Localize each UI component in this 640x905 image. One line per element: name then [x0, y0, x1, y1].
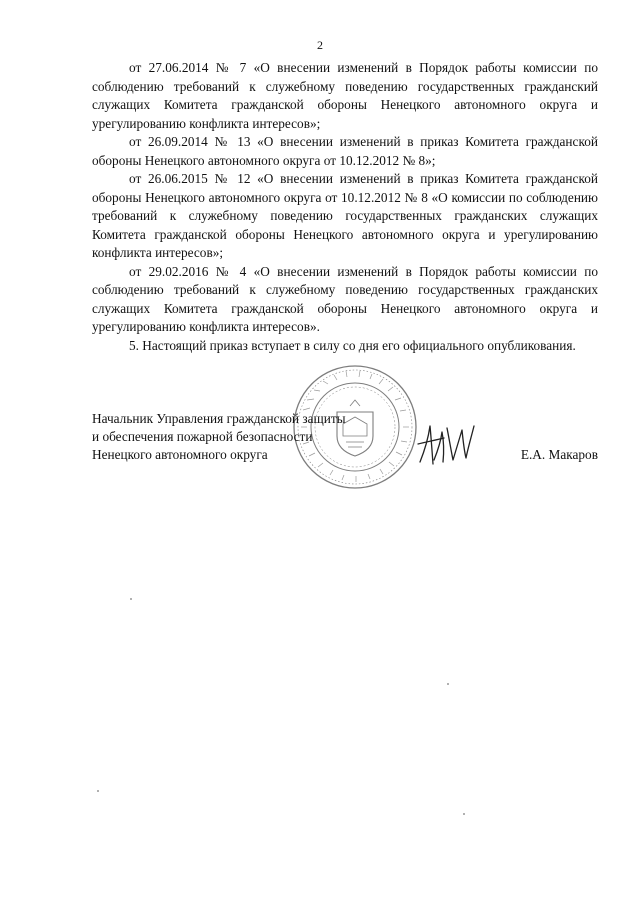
signature-block [92, 410, 598, 470]
scan-speck [130, 598, 132, 600]
document-body [92, 59, 598, 355]
paragraph-order-2014-13: от 26.09.2014 № 13 «О внесении изменений в приказ Комитета гражданской обороны Ненецкого автономного округа от 10.12.2012 № 8»; [92, 134, 598, 168]
handwritten-signature [414, 420, 478, 472]
scan-speck [97, 790, 99, 792]
paragraph-order-2014-07: от 27.06.2014 № 7 «О внесении изменений в Порядок работы комиссии по соблюдению требований к служебному поведению государственных гражданский служащих Комитета гражданской обороны Ненецкого автономного округа и урегулированию конфликта интересов»; [92, 60, 598, 131]
paragraph-order-2016-04: от 29.02.2016 № 4 «О внесении изменений в Порядок работы комиссии по соблюдению требований к служебному поведению государственных гражданских служащих Комитета гражданской обороны Ненецкого автономного округа и урегулированию конфликта интересов». [92, 263, 598, 334]
scan-speck [463, 813, 465, 815]
scan-speck [447, 683, 449, 685]
paragraph-effective-date: 5. Настоящий приказ вступает в силу со дня его официального опубликования. [129, 337, 576, 353]
signer-position-line-2: и обеспечения пожарной безопасности [92, 429, 313, 444]
signer-position-line-1: Начальник Управления гражданской защиты [92, 411, 346, 426]
signer-position [92, 410, 346, 464]
page-number: 2 [317, 38, 323, 52]
paragraph-order-2015-12: от 26.06.2015 № 12 «О внесении изменений в приказ Комитета гражданской обороны Ненецкого автономного округа от 10.12.2012 № 8 «О комиссии по соблюдению требований к служебному поведению государственных гражданских служащих Комитета гражданской обороны Ненецкого автономного округа и урегулированию конфликта интересов»; [92, 171, 598, 260]
signer-position-line-3: Ненецкого автономного округа [92, 447, 268, 462]
signer-name: Е.А. Макаров [520, 447, 598, 462]
